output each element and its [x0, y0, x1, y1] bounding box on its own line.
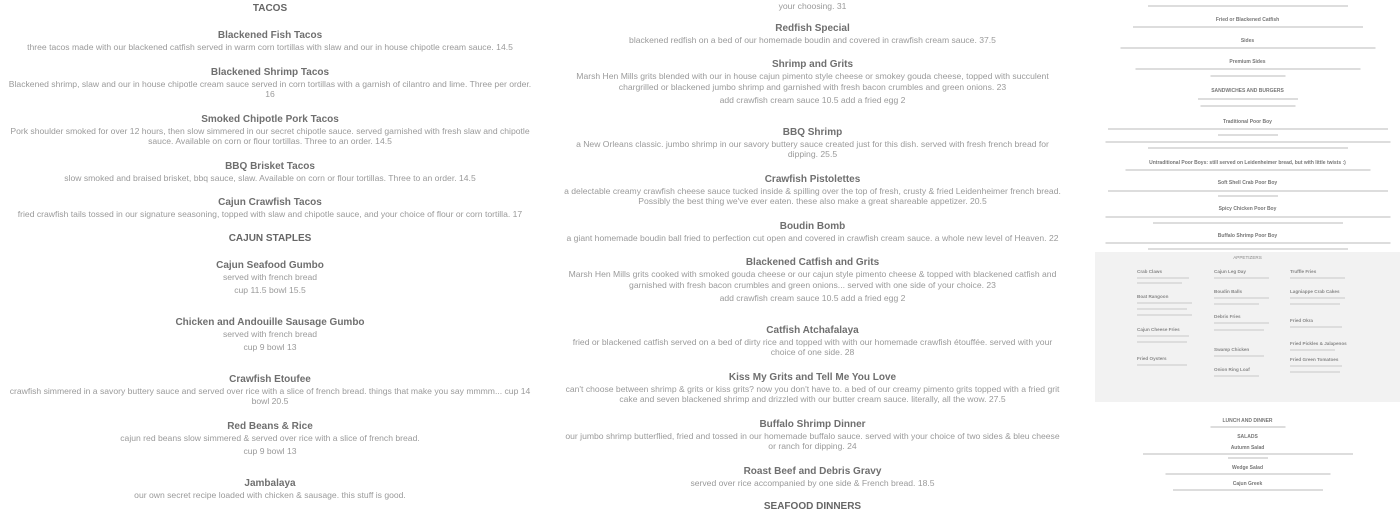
text-line: [1214, 355, 1264, 357]
item-name: Boudin Bomb: [779, 220, 846, 232]
appetizer-name: Fried Pickles & Jalapenos: [1290, 341, 1347, 346]
text-line: [1120, 47, 1375, 49]
text-line: [1228, 457, 1268, 459]
appetizers-panel: [1095, 252, 1400, 402]
menu-item: [561, 22, 1064, 46]
text-line: [1137, 282, 1182, 284]
menu-column-left: [0, 0, 540, 513]
item-addons: add crawfish cream sauce 10.5 add a fried egg 2: [719, 293, 906, 303]
item-name: Crawfish Pistolettes: [764, 173, 861, 185]
item-name: Crawfish Etoufee: [229, 373, 311, 385]
section-heading-seafood-dinners: SEAFOOD DINNERS: [763, 501, 862, 512]
text-line: [1218, 134, 1278, 136]
item-name: Cajun Seafood Gumbo: [216, 259, 324, 271]
text-line: [1148, 248, 1348, 250]
item-name: Buffalo Shrimp Dinner: [759, 418, 866, 430]
text-line: [1135, 68, 1360, 70]
item-name: Blackened Fish Tacos: [217, 30, 323, 41]
appetizer-name: Fried Okra: [1290, 318, 1313, 323]
item-name: BBQ Brisket Tacos: [225, 160, 315, 172]
text-line: [1290, 349, 1335, 351]
menu-item: [8, 259, 532, 296]
item-name: Redfish Special: [775, 22, 850, 34]
menu-item: [8, 29, 532, 53]
item-name: BBQ Shrimp: [782, 126, 843, 138]
menu-item: [561, 220, 1064, 244]
item-name: Roast Beef and Debris Gravy: [743, 465, 882, 477]
text-line: [1137, 341, 1187, 343]
text-line: [1214, 322, 1269, 324]
item-desc: a New Orleans classic. jumbo shrimp in our savory buttery sauce created just for this dish. served with fresh french bread for dipping. 25.5: [576, 138, 1049, 159]
item-desc: three tacos made with our blackened catfish served in warm corn tortillas with slaw and our in house chipotle cream sauce. 14.5: [27, 42, 513, 52]
appetizer-name: Fried Green Tomatoes: [1290, 357, 1339, 362]
item-price: cup 11.5 bowl 15.5: [234, 285, 306, 295]
appetizer-name: Crab Claws: [1137, 269, 1163, 274]
menu-item: [8, 316, 532, 353]
appetizer-name: Onion Ring Loaf: [1214, 367, 1250, 372]
item-name: Wedge Salad: [1231, 465, 1264, 471]
text-line: [1214, 277, 1269, 279]
appetizer-name: Debris Fries: [1214, 314, 1241, 319]
menu-item: [8, 477, 532, 501]
appetizer-name: Cajun Cheese Fries: [1137, 327, 1180, 332]
item-desc: Marsh Hen Mills grits cooked with smoked gouda cheese or our cajun style pimento cheese & topped with blackened catfish and garnished with fresh bacon crumbles and green onions... served with one side of your choice. 23: [568, 269, 1057, 290]
text-line: [1105, 216, 1390, 218]
menu-item: [8, 160, 532, 184]
text-line: [1125, 169, 1370, 171]
text-line: [1148, 5, 1348, 7]
item-price: cup 9 bowl 13: [243, 446, 297, 456]
menu-item: [561, 324, 1064, 358]
item-name: Autumn Salad: [1230, 445, 1265, 451]
text-line: [1290, 303, 1340, 305]
text-line: [1290, 371, 1340, 373]
appetizer-name: Truffle Fries: [1290, 269, 1317, 274]
text-line: [1143, 453, 1353, 455]
text-line: [1198, 98, 1298, 100]
text-line: [1137, 314, 1192, 316]
text-line: [1133, 26, 1363, 28]
item-name: Smoked Chipotle Pork Tacos: [201, 113, 339, 125]
item-desc: slow smoked and braised brisket, bbq sauce, slaw. Available on corn or flour tortillas. Three to an order. 14.5: [64, 172, 476, 183]
item-name: Fried or Blackened Catfish: [1215, 17, 1280, 23]
item-name: Blackened Catfish and Grits: [745, 257, 880, 268]
item-desc: fried or blackened catfish served on a bed of dirty rice and topped with with our homemade crawfish étouffée. served with your choice of one side. 28: [572, 336, 1053, 357]
item-name: Kiss My Grits and Tell Me You Love: [728, 371, 897, 383]
section-heading-cajun-staples: CAJUN STAPLES: [228, 232, 312, 244]
item-name: Cajun Greek: [1232, 481, 1263, 487]
text-line: [1153, 222, 1343, 224]
menu-item: [8, 373, 532, 407]
item-name: Chicken and Andouille Sausage Gumbo: [175, 316, 365, 328]
text-line: [1137, 308, 1187, 310]
item-desc: fried crawfish tails tossed in our signature seasoning, topped with slaw and chipotle sauce, and your choice of flour or corn tortilla. 17: [17, 209, 523, 219]
item-desc: blackened redfish on a bed of our homemade boudin and covered in crawfish cream sauce. 37.5: [629, 34, 996, 45]
item-name: Shrimp and Grits: [771, 59, 854, 70]
text-line: [1290, 326, 1342, 328]
menu-item: [561, 418, 1064, 452]
text-line: [1105, 141, 1390, 143]
item-name: Cajun Crawfish Tacos: [218, 197, 322, 208]
item-desc: served with french bread: [222, 271, 318, 282]
text-line: [1165, 473, 1330, 475]
section-heading: SANDWICHES AND BURGERS: [1211, 88, 1284, 94]
menu-item: [8, 420, 532, 457]
section-heading-appetizers: APPETIZERS: [1233, 255, 1262, 260]
text-line: [1108, 190, 1388, 192]
text-line: [1148, 147, 1348, 149]
item-desc: Blackened shrimp, slaw and our in house chipotle cream sauce served in corn tortillas with a garnish of cilantro and lime. Three per order. 16: [8, 78, 532, 99]
text-line: [1137, 335, 1189, 337]
item-name: Red Beans & Rice: [227, 420, 313, 432]
item-name: Blackened Shrimp Tacos: [210, 66, 330, 78]
menu-item: [561, 371, 1064, 405]
item-name: Soft Shell Crab Poor Boy: [1217, 180, 1278, 186]
item-price: cup 9 bowl 13: [243, 342, 297, 352]
menu-item: [561, 58, 1064, 106]
text-line: [1137, 302, 1192, 304]
text-line: [1214, 303, 1259, 305]
appetizer-name: Boat Rangoon: [1137, 294, 1169, 299]
section-heading: LUNCH AND DINNER: [1222, 418, 1273, 424]
text-line: [1108, 128, 1388, 130]
appetizer-name: Lagniappe Crab Cakes: [1290, 289, 1340, 294]
text-line: [1218, 195, 1278, 197]
item-desc-partial: your choosing. 31: [778, 1, 847, 11]
menu-thumbnail-right: [1095, 0, 1400, 500]
menu-column-middle: [555, 0, 1070, 527]
text-line: [1290, 297, 1345, 299]
appetizer-name: Fried Oysters: [1137, 356, 1167, 361]
item-name: Sides: [1240, 38, 1255, 44]
text-line: [1200, 105, 1295, 107]
item-desc: served with french bread: [222, 328, 318, 339]
appetizer-name: Boudin Balls: [1214, 289, 1243, 294]
menu-item: [561, 256, 1064, 304]
item-desc: Marsh Hen Mills grits blended with our in house cajun pimento style cheese or smokey gouda cheese, topped with succulent chargrilled or blackened jumbo shrimp and garnished with fresh bacon crumbles and green onions. 23: [576, 71, 1049, 92]
item-desc: crawfish simmered in a savory buttery sauce and served over rice with a slice of french bread. things that make you say mmmm... cup 14 bowl 20.5: [9, 385, 531, 406]
appetizer-name: Cajun Leg Day: [1214, 269, 1246, 274]
menu-item: [561, 126, 1064, 160]
item-desc: our own secret recipe loaded with chicken & sausage. this stuff is good.: [134, 489, 406, 500]
item-desc: a giant homemade boudin ball fried to perfection cut open and covered in crawfish cream sauce. a whole new level of Heaven. 22: [566, 232, 1059, 243]
item-desc: Pork shoulder smoked for over 12 hours, then slow simmered in our secret chipotle sauce. served garnished with fresh slaw and chipotle sauce. Available on corn or flour tortillas. Three to an order. 14.5: [10, 125, 530, 146]
section-heading: SALADS: [1237, 434, 1258, 440]
item-desc: a delectable creamy crawfish cheese sauce tucked inside & spilling over the top of fresh, crusty & fried Leidenheimer french bread. Possibly the best thing we've ever eaten. these also make a great shareable appetizer. 20.5: [564, 185, 1061, 206]
text-line: [1105, 242, 1390, 244]
text-line: [1214, 375, 1259, 377]
text-line: [1214, 297, 1269, 299]
text-line: [1173, 489, 1323, 491]
menu-item: [8, 113, 532, 147]
menu-item: [561, 465, 1064, 489]
item-desc: can't choose between shrimp & grits or kiss grits? now you don't have to. a bed of our creamy pimento grits topped with a fried grit cake and seven blackened shrimp and drizzled with our butter cream sauce. literally, all the wow. 27.5: [565, 383, 1060, 404]
menu-item: [8, 66, 532, 100]
text-line: [1137, 364, 1187, 366]
text-line: [1290, 365, 1342, 367]
item-name: Buffalo Shrimp Poor Boy: [1217, 233, 1278, 239]
item-name: Jambalaya: [244, 477, 296, 489]
item-desc: cajun red beans slow simmered & served over rice with a slice of french bread.: [120, 432, 420, 443]
item-name: Traditional Poor Boy: [1223, 119, 1272, 125]
menu-item: [561, 173, 1064, 207]
item-name: Premium Sides: [1229, 59, 1266, 65]
item-name: Untraditional Poor Boys: still served on Leidenheimer bread, but with little twists :): [1149, 160, 1346, 166]
item-name: Spicy Chicken Poor Boy: [1218, 206, 1277, 212]
text-line: [1214, 329, 1264, 331]
appetizer-name: Swamp Chicken: [1214, 347, 1250, 352]
menu-item: [8, 196, 532, 220]
item-name: Catfish Atchafalaya: [766, 324, 859, 336]
section-heading-tacos: TACOS: [252, 3, 288, 14]
text-line: [1210, 426, 1285, 428]
text-line: [1210, 75, 1285, 77]
text-line: [1137, 277, 1189, 279]
item-desc: our jumbo shrimp butterflied, fried and tossed in our homemade buffalo sauce. served with your choice of two sides & bleu cheese or ranch for dipping. 24: [565, 430, 1060, 451]
text-line: [1290, 277, 1345, 279]
item-desc: served over rice accompanied by one side & French bread. 18.5: [690, 477, 935, 488]
item-addons: add crawfish cream sauce 10.5 add a fried egg 2: [719, 95, 906, 105]
